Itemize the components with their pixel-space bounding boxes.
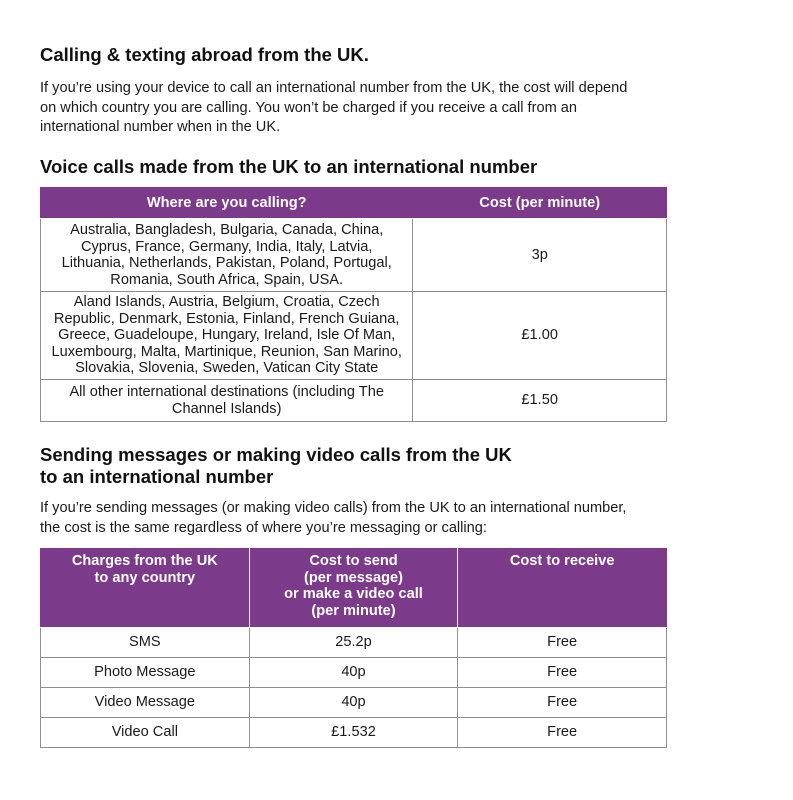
section-title: Calling & texting abroad from the UK. — [40, 44, 369, 65]
destination-cell: All other international destinations (including The Channel Islands) — [41, 380, 413, 422]
send-cost-cell: 25.2p — [249, 628, 458, 658]
destination-cell: Aland Islands, Austria, Belgium, Croatia, Czech Republic, Denmark, Estonia, Finland, French Guiana, Greece, Guadeloupe, Hungary, Ireland, Isle Of Man, Luxembourg, Malta, Martinique, Reunion, San Marino, Slovakia, Slovenia, Sweden, Vatican City State — [41, 292, 413, 380]
header-cost-to-send: Cost to send (per message) or make a video call (per minute) — [249, 549, 458, 628]
header-where-calling: Where are you calling? — [41, 188, 413, 219]
messages-intro-paragraph: If you’re sending messages (or making video calls) from the UK to an international number, the cost is the same regardless of where you’re messaging or calling: — [40, 500, 627, 536]
cost-cell: £1.00 — [413, 292, 667, 380]
cost-cell: £1.50 — [413, 380, 667, 422]
intro-paragraph: If you’re using your device to call an international number from the UK, the cost will depend on which country you are calling. You won’t be charged if you receive a call from an international number when in the UK. — [40, 80, 628, 135]
voice-calls-table — [40, 187, 667, 422]
receive-cost-cell: Free — [458, 718, 667, 748]
voice-calls-title: Voice calls made from the UK to an international number — [40, 156, 538, 177]
messages-title: Sending messages or making video calls from the UK to an international number — [40, 444, 512, 487]
send-cost-cell: £1.532 — [249, 718, 458, 748]
destination-cell: Australia, Bangladesh, Bulgaria, Canada, China, Cyprus, France, Germany, India, Italy, Latvia, Lithuania, Netherlands, Pakistan, Poland, Portugal, Romania, South Africa, Spain, USA. — [41, 219, 413, 292]
table-header-row — [41, 549, 667, 628]
message-type-cell: Video Call — [41, 718, 250, 748]
cost-cell: 3p — [413, 219, 667, 292]
header-cost-to-receive: Cost to receive — [458, 549, 667, 628]
table-row — [41, 219, 667, 292]
message-type-cell: SMS — [41, 628, 250, 658]
table-row — [41, 718, 667, 748]
receive-cost-cell: Free — [458, 658, 667, 688]
receive-cost-cell: Free — [458, 688, 667, 718]
table-row — [41, 658, 667, 688]
message-type-cell: Video Message — [41, 688, 250, 718]
message-type-cell: Photo Message — [41, 658, 250, 688]
table-row — [41, 292, 667, 380]
send-cost-cell: 40p — [249, 688, 458, 718]
table-row — [41, 380, 667, 422]
receive-cost-cell: Free — [458, 628, 667, 658]
table-row — [41, 688, 667, 718]
send-cost-cell: 40p — [249, 658, 458, 688]
table-row — [41, 628, 667, 658]
messages-table — [40, 548, 667, 748]
header-cost-per-minute: Cost (per minute) — [413, 188, 667, 219]
header-charges: Charges from the UK to any country — [41, 549, 250, 628]
table-header-row — [41, 188, 667, 219]
